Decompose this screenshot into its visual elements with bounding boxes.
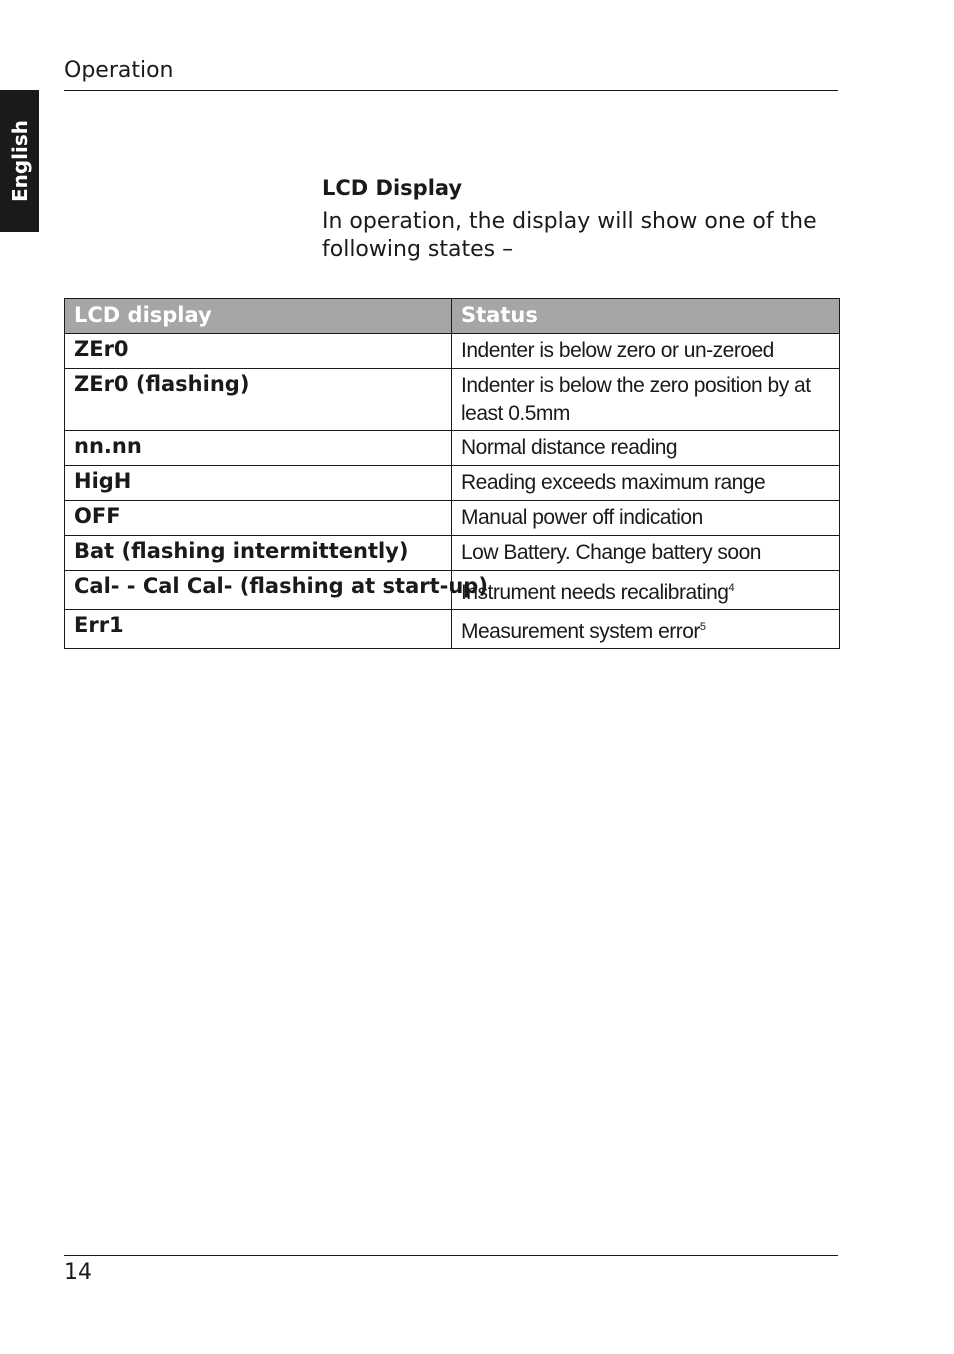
table-row xyxy=(65,536,840,571)
status-cell xyxy=(452,466,840,501)
display-cell: OFF xyxy=(65,501,452,536)
status-text: Reading exceeds maximum range xyxy=(461,471,766,494)
status-cell xyxy=(452,610,840,649)
display-cell: nn.nn xyxy=(65,431,452,466)
status-text: Indenter is below the zero position by at least 0.5mm xyxy=(461,374,811,425)
language-tab-label: English xyxy=(7,119,32,203)
footer-rule xyxy=(64,1255,838,1256)
display-cell: ZEr0 (flashing) xyxy=(65,369,452,431)
table-row xyxy=(65,431,840,466)
column-header-status: Status xyxy=(452,299,840,334)
table-header-row xyxy=(65,299,840,334)
table-row xyxy=(65,501,840,536)
status-cell xyxy=(452,536,840,571)
table-row xyxy=(65,610,840,649)
status-cell xyxy=(452,501,840,536)
table-row xyxy=(65,466,840,501)
intro-paragraph: In operation, the display will show one of the following states – xyxy=(322,209,817,262)
footnote-marker: 5 xyxy=(699,621,706,633)
footnote-marker: 4 xyxy=(728,582,735,594)
lcd-status-table xyxy=(64,298,840,649)
status-text: Manual power off indication xyxy=(461,506,703,529)
display-cell: Err1 xyxy=(65,610,452,649)
running-head: Operation xyxy=(64,58,174,83)
table-row xyxy=(65,369,840,431)
language-tab xyxy=(0,90,39,232)
status-cell xyxy=(452,571,840,610)
status-text: Normal distance reading xyxy=(461,436,678,459)
status-text: Indenter is below zero or un-zeroed xyxy=(461,339,774,362)
table-row xyxy=(65,571,840,610)
section-title: LCD Display xyxy=(322,176,463,200)
status-cell xyxy=(452,431,840,466)
status-text: Measurement system error xyxy=(461,620,700,643)
status-text: Instrument needs recalibrating xyxy=(461,581,729,604)
page-number: 14 xyxy=(64,1260,92,1285)
display-cell: ZEr0 xyxy=(65,334,452,369)
table-row xyxy=(65,334,840,369)
header-rule xyxy=(64,90,838,91)
status-cell xyxy=(452,334,840,369)
status-cell xyxy=(452,369,840,431)
column-header-lcd-display: LCD display xyxy=(65,299,452,334)
display-cell: HigH xyxy=(65,466,452,501)
display-cell: Bat (flashing intermittently) xyxy=(65,536,452,571)
display-cell: Cal- - Cal Cal- (flashing at start-up) xyxy=(65,571,452,610)
status-text: Low Battery. Change battery soon xyxy=(461,541,761,564)
